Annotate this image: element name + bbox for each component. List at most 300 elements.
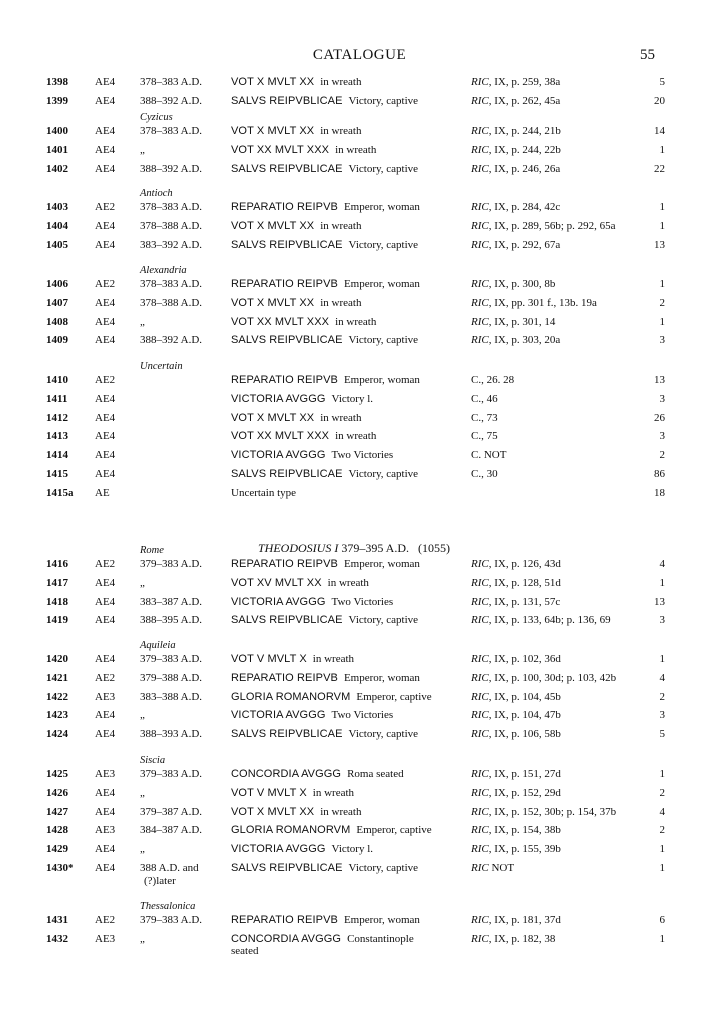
catalogue-number: 1429: [46, 843, 68, 856]
reference: [471, 862, 514, 875]
legend-cell: [231, 862, 418, 875]
ric-abbrev: RIC: [471, 296, 489, 309]
legend-cell: [231, 614, 418, 627]
reference: [471, 430, 498, 443]
reference: [471, 297, 597, 310]
denomination: AE3: [95, 932, 116, 945]
table-row: [0, 316, 719, 334]
date-range: [140, 653, 202, 666]
legend-cell: [231, 487, 296, 500]
catalogue-number: 1424: [46, 728, 68, 741]
catalogue-number: 1410: [46, 374, 68, 386]
type-description: in wreath: [320, 805, 362, 818]
date-range: [140, 709, 145, 722]
coin-legend: REPARATIO REIPVB: [231, 914, 338, 926]
ric-abbrev: RIC: [471, 932, 489, 945]
table-row: [0, 787, 719, 805]
denomination: AE4: [95, 862, 116, 874]
legend-cell: [231, 144, 376, 157]
coin-legend: VOT X MVLT XX: [231, 805, 315, 818]
mint-heading: Alexandria: [140, 265, 187, 276]
specimen-count: 3: [659, 334, 665, 347]
denomination: AE4: [95, 728, 116, 741]
reference-text: C., 73: [471, 411, 498, 424]
date-range: [140, 316, 145, 329]
reference-text: , IX, pp. 301 f., 13b. 19a: [488, 296, 597, 309]
type-description: in wreath: [335, 143, 377, 156]
legend-cell: [231, 933, 414, 958]
specimen-count: 1: [659, 843, 665, 856]
type-description: Victory, captive: [348, 334, 419, 347]
legend-cell: [231, 728, 418, 741]
legend-cell: [231, 430, 376, 443]
denomination: AE4: [95, 315, 116, 328]
type-description: in wreath: [327, 576, 369, 589]
legend-cell: [231, 787, 354, 800]
specimen-count: 5: [659, 728, 665, 741]
catalogue-number: 1411: [46, 392, 68, 405]
catalogue-number: 1425: [46, 768, 68, 780]
denomination: AE2: [95, 914, 116, 926]
legend-cell: [231, 76, 361, 89]
catalogue-number: 1414: [46, 449, 68, 462]
table-row: [0, 334, 719, 352]
legend-cell: [231, 577, 369, 590]
table-row: [0, 449, 719, 467]
catalogue-number: 1428: [46, 824, 68, 837]
reference-text: , IX, p. 300, 8b: [488, 278, 556, 290]
date-text: „: [140, 576, 145, 589]
reference-text: , IX, p. 106, 58b: [488, 728, 561, 741]
reference: [471, 672, 616, 685]
type-description: Two Victories: [331, 595, 394, 608]
type-description: in wreath: [335, 430, 377, 443]
reference: [471, 412, 498, 425]
date-range: [140, 728, 202, 741]
date-text: 383–392 A.D.: [140, 238, 203, 251]
legend-cell: [231, 653, 354, 666]
legend-cell: [231, 558, 420, 571]
coin-legend: SALVS REIPVBLICAE: [231, 334, 343, 347]
catalogue-number: 1408: [46, 315, 68, 328]
reference: [471, 577, 561, 590]
denomination: AE4: [95, 76, 116, 88]
reference-text: C., 26. 28: [471, 374, 515, 386]
reference: [471, 468, 498, 481]
type-description: Emperor, woman: [343, 558, 420, 570]
mint-heading: Thessalonica: [140, 901, 196, 912]
type-description: Victory, captive: [348, 94, 419, 107]
reference: [471, 653, 561, 666]
date-range: [140, 558, 202, 571]
specimen-count: 3: [659, 392, 665, 405]
coin-legend: VOT X MVLT XX: [231, 125, 315, 137]
coin-legend: SALVS REIPVBLICAE: [231, 728, 343, 741]
legend-cell: [231, 163, 418, 176]
date-text: „: [140, 709, 145, 722]
reference: [471, 95, 560, 108]
coin-legend: VOT XX MVLT XXX: [231, 315, 330, 328]
denomination: AE4: [95, 392, 116, 405]
date-text: 379–383 A.D.: [140, 914, 203, 926]
reference-text: NOT: [488, 862, 515, 874]
reference-text: , IX, p. 181, 37d: [488, 914, 561, 926]
legend-cell: [231, 709, 393, 722]
reference: [471, 614, 611, 627]
type-description: in wreath: [320, 125, 362, 137]
table-row: [0, 914, 719, 932]
date-range: [140, 787, 145, 800]
date-text: „: [140, 786, 145, 799]
reference-text: , IX, p. 301, 14: [488, 315, 556, 328]
date-text: 388 A.D. and: [140, 862, 199, 874]
reference: [471, 709, 561, 722]
table-row: [0, 824, 719, 842]
denomination: AE2: [95, 558, 116, 570]
specimen-count: 14: [654, 125, 665, 137]
coin-legend: REPARATIO REIPVB: [231, 278, 338, 290]
denomination: AE2: [95, 278, 116, 290]
denomination: AE4: [95, 238, 116, 251]
table-row: [0, 691, 719, 709]
mint-heading: Antioch: [140, 188, 173, 199]
reference-text: , IX, p. 131, 57c: [488, 595, 561, 608]
coin-legend: VOT X MVLT XX: [231, 76, 315, 88]
reference: [471, 787, 561, 800]
denomination: AE4: [95, 430, 116, 443]
coin-legend: VOT X MVLT XX: [231, 219, 315, 232]
date-range: [140, 144, 145, 157]
date-text: 379–388 A.D.: [140, 671, 203, 684]
denomination: AE4: [95, 709, 116, 722]
type-description: Victory, captive: [348, 862, 419, 874]
date-range: [140, 220, 202, 233]
ric-abbrev: RIC: [471, 690, 489, 703]
coin-legend: GLORIA ROMANORVM: [231, 690, 351, 703]
specimen-count: 2: [659, 296, 665, 309]
ric-abbrev: RIC: [471, 76, 489, 88]
reference: [471, 334, 560, 347]
table-row: [0, 768, 719, 786]
denomination: AE4: [95, 843, 116, 856]
specimen-count: 1: [659, 768, 665, 780]
reference-text: , IX, p. 151, 27d: [488, 768, 561, 780]
reference-text: , IX, p. 152, 30b; p. 154, 37b: [488, 805, 617, 818]
specimen-count: 1: [659, 219, 665, 232]
reference-text: C., 46: [471, 392, 498, 405]
date-range: [140, 933, 145, 946]
specimen-count: 86: [654, 468, 665, 480]
reference-text: C. NOT: [471, 449, 507, 462]
type-description: Victory, captive: [348, 614, 419, 627]
reference: [471, 449, 506, 462]
specimen-count: 26: [654, 411, 665, 424]
denomination: AE: [95, 486, 110, 499]
specimen-count: 1: [659, 862, 665, 874]
reference: [471, 316, 555, 329]
reference: [471, 596, 560, 609]
coin-legend: SALVS REIPVBLICAE: [231, 162, 343, 175]
table-row: [0, 297, 719, 315]
ric-abbrev: RIC: [471, 914, 489, 926]
legend-cell: [231, 672, 420, 685]
table-row: [0, 709, 719, 727]
reference-text: C., 75: [471, 430, 498, 443]
reference-text: , IX, p. 102, 36d: [488, 653, 561, 665]
mint-heading: Rome: [140, 545, 164, 556]
specimen-count: 1: [659, 278, 665, 290]
date-range: [140, 614, 202, 627]
coin-legend: REPARATIO REIPVB: [231, 558, 338, 570]
reference: [471, 76, 560, 89]
reference-text: , IX, p. 259, 38a: [488, 76, 561, 88]
date-text: „: [140, 143, 145, 156]
date-range: [140, 577, 145, 590]
type-description: Uncertain type: [231, 486, 297, 499]
coin-legend: GLORIA ROMANORVM: [231, 824, 351, 837]
type-description: Two Victories: [331, 709, 394, 722]
table-row: [0, 653, 719, 671]
page-number: 55: [640, 47, 655, 63]
reference: [471, 201, 560, 214]
coin-legend: VOT X MVLT XX: [231, 296, 315, 309]
ric-abbrev: RIC: [471, 162, 489, 175]
type-description: in wreath: [335, 315, 377, 328]
specimen-count: 1: [659, 576, 665, 589]
legend-cell: [231, 220, 361, 233]
mint-heading: Siscia: [140, 755, 166, 766]
denomination: AE4: [95, 162, 116, 175]
specimen-count: 13: [654, 374, 665, 386]
specimen-count: 1: [659, 201, 665, 213]
specimen-count: 2: [659, 449, 665, 462]
ric-abbrev: RIC: [471, 315, 489, 328]
ric-abbrev: RIC: [471, 824, 489, 837]
table-row: [0, 412, 719, 430]
table-row: [0, 468, 719, 486]
reference: [471, 768, 561, 781]
catalogue-number: 1420: [46, 653, 68, 665]
coin-legend: REPARATIO REIPVB: [231, 671, 338, 684]
reference-text: , IX, p. 303, 20a: [488, 334, 561, 347]
table-row: [0, 843, 719, 861]
date-text-line2: (?)later: [144, 874, 176, 887]
table-row: [0, 95, 719, 113]
catalogue-number: 1415a: [46, 486, 74, 499]
catalogue-number: 1405: [46, 238, 68, 251]
legend-cell: [231, 824, 432, 837]
specimen-count: 2: [659, 786, 665, 799]
reference-text: , IX, p. 104, 47b: [488, 709, 561, 722]
reference-text: , IX, p. 155, 39b: [488, 843, 561, 856]
catalogue-number: 1403: [46, 201, 68, 213]
type-description: Roma seated: [347, 768, 404, 780]
table-row: [0, 577, 719, 595]
page-title: CATALOGUE: [312, 47, 407, 63]
mint-heading: Cyzicus: [140, 112, 173, 123]
specimen-count: 6: [659, 914, 665, 926]
date-range: [140, 768, 202, 781]
catalogue-number: 1404: [46, 219, 68, 232]
specimen-count: 2: [659, 824, 665, 837]
reference-text: , IX, p. 246, 26a: [488, 162, 561, 175]
table-row: [0, 932, 719, 958]
date-range: [140, 843, 145, 856]
legend-cell: [231, 201, 420, 214]
date-text: 378–383 A.D.: [140, 201, 203, 213]
legend-cell: [231, 691, 432, 704]
specimen-count: 1: [659, 932, 665, 945]
catalogue-number: 1418: [46, 595, 68, 608]
coin-legend: VOT X MVLT XX: [231, 411, 315, 424]
ric-abbrev: RIC: [471, 278, 489, 290]
type-description: Emperor, captive: [356, 824, 432, 837]
date-range: [140, 278, 202, 291]
date-text: 379–383 A.D.: [140, 768, 203, 780]
legend-cell: [231, 596, 393, 609]
coin-legend: REPARATIO REIPVB: [231, 374, 338, 386]
type-description: Emperor, woman: [343, 278, 420, 290]
date-text: 379–383 A.D.: [140, 653, 203, 665]
reference: [471, 728, 561, 741]
date-range: [140, 914, 202, 927]
specimen-count: 3: [659, 709, 665, 722]
date-text: „: [140, 843, 145, 856]
catalogue-number: 1431: [46, 914, 68, 926]
table-row: [0, 862, 719, 887]
specimen-count: 1: [659, 315, 665, 328]
date-text: 388–392 A.D.: [140, 94, 203, 107]
emperor-dates: 379–395 A.D.: [341, 541, 409, 555]
type-description: in wreath: [320, 76, 362, 88]
ric-abbrev: RIC: [471, 728, 489, 741]
date-text: 378–388 A.D.: [140, 296, 203, 309]
coin-legend: VOT V MVLT X: [231, 786, 307, 799]
coin-legend: VOT XX MVLT XXX: [231, 430, 330, 443]
date-range: [140, 201, 202, 214]
catalogue-number: 1415: [46, 468, 68, 480]
catalogue-number: 1400: [46, 125, 68, 137]
reference: [471, 163, 560, 176]
specimen-count: 13: [654, 238, 665, 251]
table-row: [0, 220, 719, 238]
table-row: [0, 76, 719, 94]
catalogue-number: 1419: [46, 614, 68, 627]
reference: [471, 914, 561, 927]
catalogue-number: 1432: [46, 932, 68, 945]
date-text: 384–387 A.D.: [140, 824, 203, 837]
mint-heading: Aquileia: [140, 640, 176, 651]
catalogue-number: 1421: [46, 671, 68, 684]
legend-cell: [231, 316, 376, 329]
catalogue-number: 1398: [46, 76, 68, 88]
coin-legend: CONCORDIA AVGGG: [231, 932, 342, 945]
reference-text: , IX, p. 289, 56b; p. 292, 65a: [488, 219, 616, 232]
denomination: AE4: [95, 143, 116, 156]
ric-abbrev: RIC: [471, 843, 489, 856]
denomination: AE4: [95, 576, 116, 589]
section-heading-theodosius: [258, 542, 450, 554]
reference: [471, 374, 514, 387]
reference-text: , IX, p. 154, 38b: [488, 824, 561, 837]
denomination: AE4: [95, 468, 116, 480]
catalogue-number: 1407: [46, 296, 68, 309]
catalogue-number: 1399: [46, 94, 68, 107]
table-row: [0, 201, 719, 219]
reference: [471, 824, 561, 837]
date-range: [140, 125, 202, 138]
denomination: AE4: [95, 334, 116, 347]
denomination: AE4: [95, 219, 116, 232]
table-row: [0, 596, 719, 614]
ric-abbrev: RIC: [471, 558, 489, 570]
date-range: [140, 163, 202, 176]
catalogue-number: 1402: [46, 162, 68, 175]
coin-legend: SALVS REIPVBLICAE: [231, 614, 343, 627]
ric-abbrev: RIC: [471, 219, 489, 232]
ric-abbrev: RIC: [471, 768, 489, 780]
ric-abbrev: RIC: [471, 125, 489, 137]
type-description: Two Victories: [331, 449, 394, 462]
specimen-count: 4: [659, 671, 665, 684]
ric-abbrev: RIC: [471, 238, 489, 251]
denomination: AE4: [95, 411, 116, 424]
date-range: [140, 596, 202, 609]
date-text: 388–395 A.D.: [140, 614, 203, 627]
table-row: [0, 163, 719, 181]
date-text: 378–383 A.D.: [140, 76, 203, 88]
specimen-count: 3: [659, 614, 665, 627]
type-description: in wreath: [320, 219, 362, 232]
coin-legend: VICTORIA AVGGG: [231, 595, 326, 608]
catalogue-number: 1413: [46, 430, 68, 443]
reference-text: , IX, p. 284, 42c: [488, 201, 561, 213]
catalogue-number: 1412: [46, 411, 68, 424]
coin-legend: VOT XX MVLT XXX: [231, 143, 330, 156]
table-row: [0, 144, 719, 162]
reference-text: , IX, p. 128, 51d: [488, 576, 561, 589]
specimen-count: 4: [659, 805, 665, 818]
date-text: 379–387 A.D.: [140, 805, 203, 818]
specimen-count: 1: [659, 653, 665, 665]
denomination: AE3: [95, 768, 116, 780]
type-description: in wreath: [320, 296, 362, 309]
date-range: [140, 691, 202, 704]
table-row: [0, 728, 719, 746]
denomination: AE4: [95, 614, 116, 627]
reference-text: C., 30: [471, 468, 498, 480]
denomination: AE4: [95, 94, 116, 107]
coin-legend: CONCORDIA AVGGG: [231, 768, 342, 780]
ric-abbrev: RIC: [471, 671, 489, 684]
date-range: [140, 95, 202, 108]
legend-cell: [231, 125, 361, 138]
table-row: [0, 672, 719, 690]
table-row: [0, 430, 719, 448]
type-description: Victory l.: [331, 843, 374, 856]
date-range: [140, 334, 202, 347]
date-text: 379–383 A.D.: [140, 558, 203, 570]
date-range: [140, 76, 202, 89]
specimen-count: 20: [654, 94, 665, 107]
type-description: Victory, captive: [348, 238, 419, 251]
table-row: [0, 393, 719, 411]
date-text: „: [140, 315, 145, 328]
date-text: 383–388 A.D.: [140, 690, 203, 703]
date-text: 378–383 A.D.: [140, 278, 203, 290]
legend-cell: [231, 239, 418, 252]
legend-cell: [231, 449, 393, 462]
